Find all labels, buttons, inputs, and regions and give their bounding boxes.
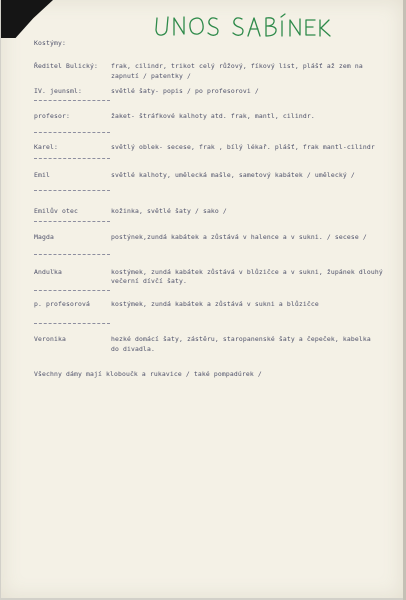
separator [34,254,110,255]
role-label: Emil [34,171,50,179]
role-label: profesor: [34,112,70,120]
costume-description: frak, cilindr, trikot celý růžový, fíkový list, plášť až zem na [111,62,363,70]
costume-description: večerní dívčí šaty. [111,277,187,285]
costume-description: kostýmek, zundá kabátek zůstává v blůzičce a v sukni, župánek dlouhý [111,268,383,276]
costume-description: do divadla. [111,345,155,353]
role-label: Anduľka [34,268,62,276]
separator [34,100,110,101]
costume-description: světlý oblek- secese, frak , bílý lékař. plášť, frak mantl-cilindr [111,143,375,151]
document-heading: Kostýmy: [34,39,66,47]
document-page [1,0,403,598]
role-label: Magda [34,233,54,241]
separator [34,323,110,324]
separator [34,132,110,133]
costume-description: světlé kalhoty, umělecká mašle, sametový kabátek / umělecký / [111,171,355,179]
separator [34,190,110,191]
role-label: Veronika [34,335,66,343]
costume-description: hezké domácí šaty, zástěru, staropanenské šaty a čepeček, kabelka [111,335,371,343]
handwritten-title [153,12,333,42]
costume-description: světlé šaty- popis / po profesorovi / [111,87,259,95]
role-label: IV. jeunsml: [34,87,82,95]
role-label: Karel: [34,143,58,151]
torn-corner-shadow [1,0,53,38]
role-label: p. profesorová [34,300,90,308]
costume-description: zapnutí / patentky / [111,72,191,80]
costume-description: kostýmek, zundá kabátek a zůstává v sukni a blůzičce [111,300,319,308]
role-label: Emilův otec [34,207,78,215]
costume-description: postýnek,zundá kabátek a zůstává v halence a v sukni. / secese / [111,233,367,241]
costume-description: žaket- štráfkové kalhoty atd. frak, mantl, cilindr. [111,112,315,120]
separator [34,158,110,159]
role-label: Ředitel Bulický: [34,62,98,70]
footer-note: Všechny dámy mají kloboučk a rukavice / také pompadúrek / [34,370,262,378]
separator [34,221,110,222]
costume-description: kožinka, světlé šaty / sako / [111,207,227,215]
separator [34,290,110,291]
